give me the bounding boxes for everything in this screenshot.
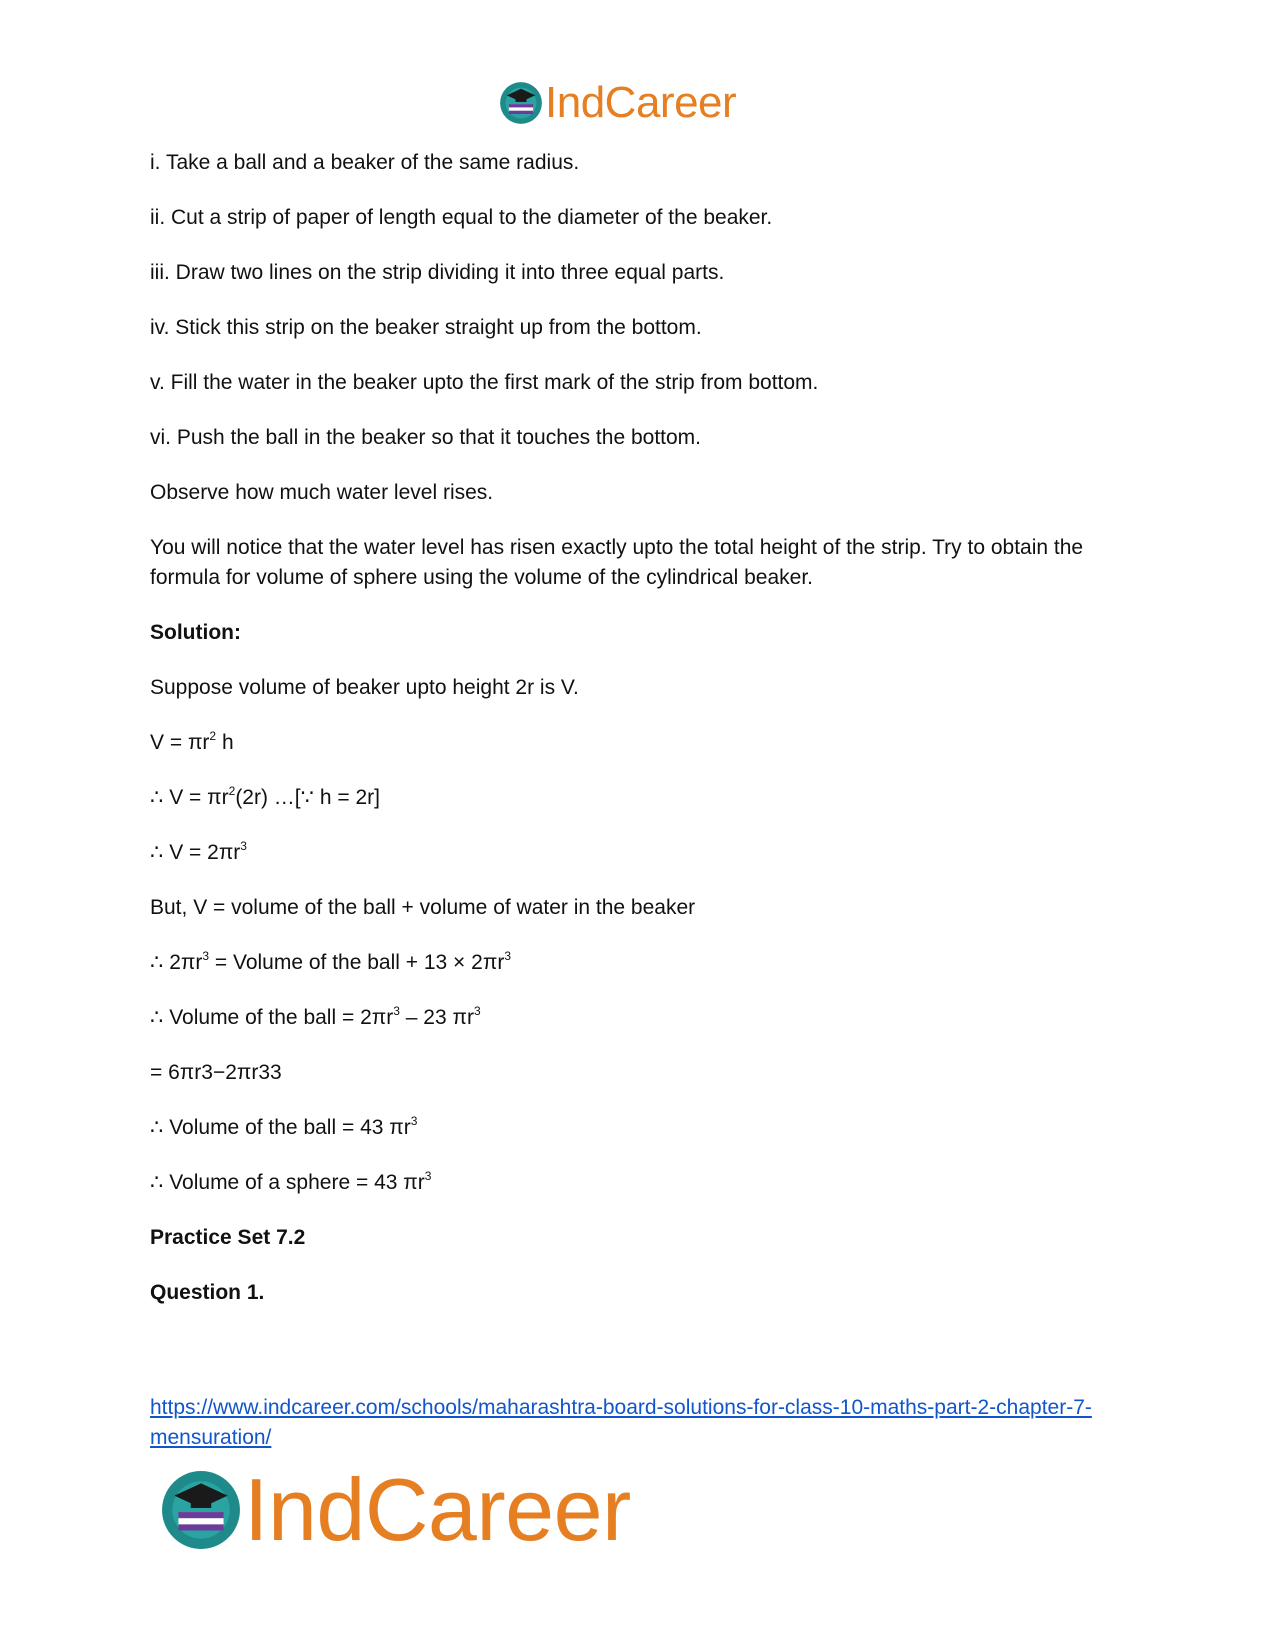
- step-4: iv. Stick this strip on the beaker straight up from the bottom.: [150, 316, 702, 339]
- equation-6: = 6πr3−2πr33: [150, 1061, 282, 1084]
- step-6: vi. Push the ball in the beaker so that it touches the bottom.: [150, 426, 701, 449]
- equation-5: ∴ Volume of the ball = $2\pi r^3 - 23$ $\pi r^3$: [150, 1004, 481, 1029]
- equation-8: ∴ Volume of a sphere = 43 $\pi r^3$: [150, 1169, 432, 1194]
- source-link[interactable]: https://www.indcareer.com/schools/maharashtra-board-solutions-for-class-10-maths-part-2-chapter-7-mensuration/: [150, 1396, 1092, 1449]
- graduation-book-icon: [160, 1469, 242, 1551]
- equation-4: ∴ $2\pi r^3$ = Volume of the ball + $13 \times 2\pi r^3$: [150, 949, 511, 974]
- observe-text: Observe how much water level rises.: [150, 481, 494, 504]
- notice-paragraph: You will notice that the water level has risen exactly upto the total height of the strip. Try to obtain the formula for volume of sphere using the volume of the cylindrical beaker.: [150, 536, 1084, 589]
- equation-2: ∴ $V = \pi r^2(2r)$ …[∵ h = 2r]: [150, 784, 380, 809]
- graduation-book-icon: [499, 81, 543, 125]
- but-text: But, V = volume of the ball + volume of water in the beaker: [150, 896, 696, 919]
- equation-1: $V = \pi r^2$ h: [150, 729, 234, 754]
- equation-3: ∴ $V = 2\pi r^3$: [150, 839, 247, 864]
- equation-7: ∴ Volume of the ball = 43 $\pi r^3$: [150, 1114, 418, 1139]
- step-1: i. Take a ball and a beaker of the same radius.: [150, 151, 580, 174]
- step-2: ii. Cut a strip of paper of length equal to the diameter of the beaker.: [150, 206, 773, 229]
- practice-set-heading: Practice Set 7.2: [150, 1226, 306, 1249]
- document-body: [150, 148, 1130, 1333]
- solution-heading: Solution:: [150, 621, 241, 644]
- suppose-text: Suppose volume of beaker upto height 2r is V.: [150, 676, 579, 699]
- step-3: iii. Draw two lines on the strip dividing it into three equal parts.: [150, 261, 725, 284]
- footer-logo: [160, 1460, 631, 1559]
- footer-link-container: [150, 1393, 1130, 1453]
- logo-text: IndCareer: [244, 1460, 631, 1559]
- question-heading: Question 1.: [150, 1281, 265, 1304]
- step-5: v. Fill the water in the beaker upto the first mark of the strip from bottom.: [150, 371, 819, 394]
- logo-text: IndCareer: [545, 78, 737, 127]
- header-logo: [499, 80, 736, 126]
